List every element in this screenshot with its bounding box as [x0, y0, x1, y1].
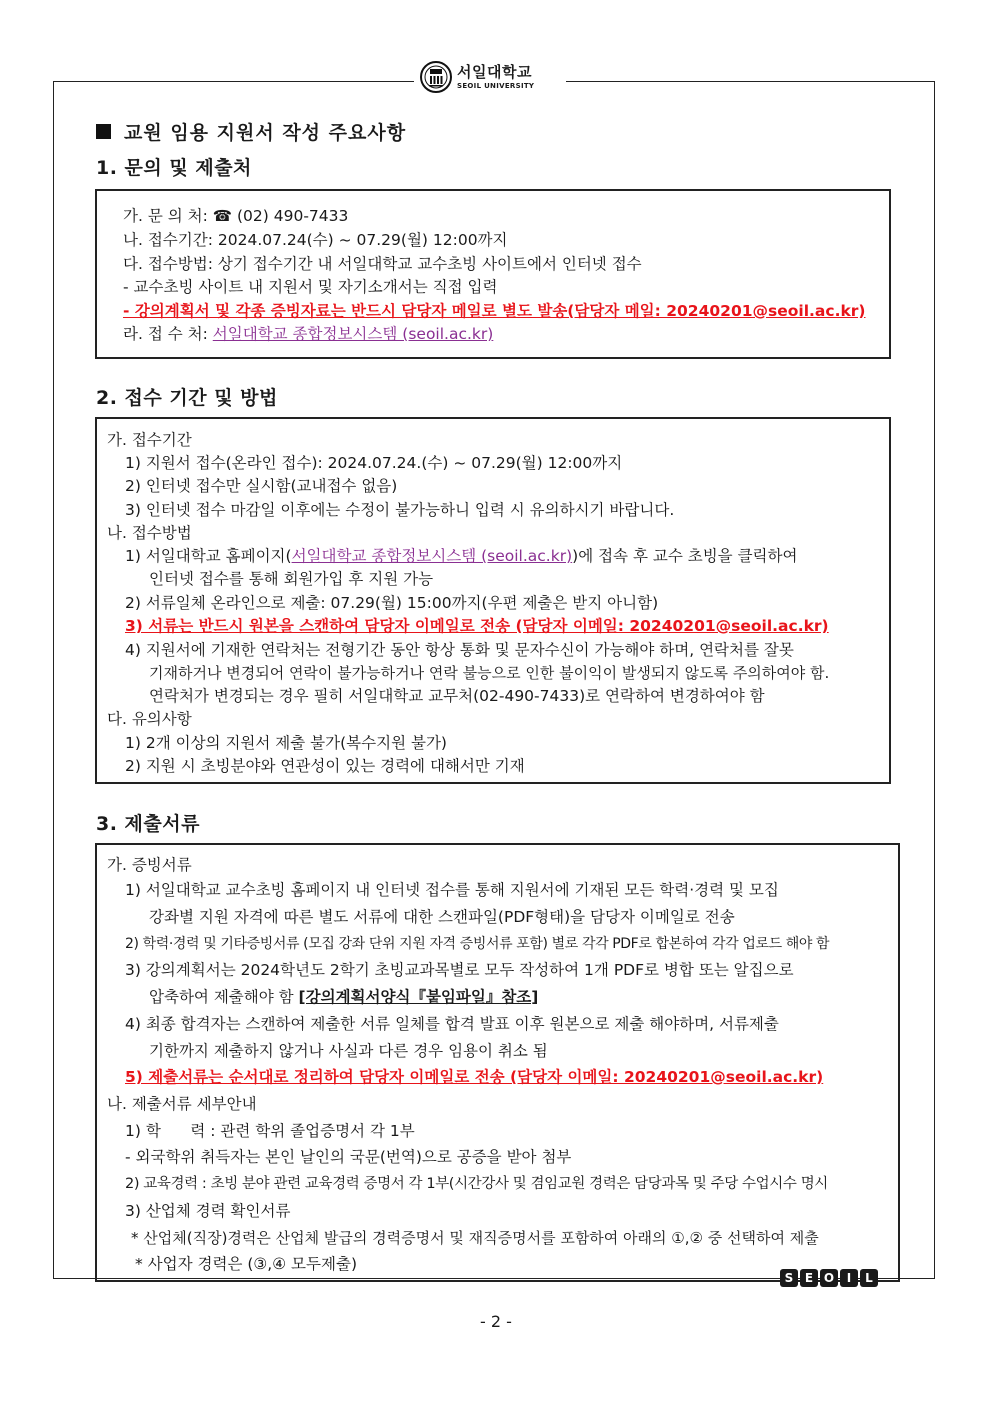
- badge-letter-e: E: [800, 1269, 818, 1287]
- s2-a1: 1) 지원서 접수(온라인 접수): 2024.07.24.(수) ~ 07.29(월) 12:00까지: [125, 454, 623, 472]
- s3-b2: 2) 교육경력 : 초빙 분야 관련 교육경력 증명서 각 1부(시간강사 및 겸임교원 경력은 담당과목 및 주당 수업시수 명시: [125, 1176, 828, 1192]
- s2-b-title: 나. 접수방법: [107, 524, 192, 542]
- s2-b4-cont2: 연락처가 변경되는 경우 필히 서일대학교 교무처(02-490-7433)로 연락하여 변경하여야 함: [149, 687, 765, 705]
- page-number: - 2 -: [480, 1312, 512, 1331]
- syllabus-template-reference: [강의계획서양식『붙임파일』참조]: [298, 988, 539, 1006]
- s1-contact-label: 가. 문 의 처:: [123, 207, 213, 225]
- s1-method-sub2-red: - 강의계획서 및 각종 증빙자료는 반드시 담당자 메일로 별도 발송(담당자 메일: 20240201@seoil.ac.kr): [123, 302, 866, 320]
- s2-a3: 3) 인터넷 접수 마감일 이후에는 수정이 불가능하니 입력 시 유의하시기 바랍니다.: [125, 501, 675, 519]
- s1-contact-number: (02) 490-7433: [232, 207, 349, 225]
- s3-b1: 1) 학 력 : 관련 학위 졸업증명서 각 1부: [125, 1122, 415, 1140]
- s3-a1: 1) 서일대학교 교수초빙 홈페이지 내 인터넷 접수를 통해 지원서에 기재된 모든 학력·경력 및 모집: [125, 881, 779, 899]
- s2-b4: 4) 지원서에 기재한 연락처는 전형기간 동안 항상 통화 및 문자수신이 가능해야 하며, 연락처를 잘못: [125, 641, 794, 659]
- seoil-portal-link-2[interactable]: 서일대학교 종합정보시스템 (seoil.ac.kr): [291, 547, 573, 565]
- s3-a3-cont-text: 압축하여 제출해야 함: [149, 988, 299, 1006]
- s3-a4: 4) 최종 합격자는 스캔하여 제출한 서류 일체를 합격 발표 이후 원본으로 제출 해야하며, 서류제출: [125, 1015, 779, 1033]
- s1-period-line: 나. 접수기간: 2024.07.24(수) ~ 07.29(월) 12:00까지: [123, 231, 508, 249]
- s1-method-sub1: - 교수초빙 사이트 내 지원서 및 자기소개서는 직접 입력: [123, 278, 498, 296]
- section3-heading: 3. 제출서류: [96, 813, 200, 835]
- frame-left-line: [53, 81, 54, 1279]
- s2-b4-cont1: 기재하거나 변경되어 연락이 불가능하거나 연락 불능으로 인한 불이익이 발생되지 않도록 주의하여야 함.: [149, 664, 830, 682]
- phone-icon: ☎: [212, 207, 233, 225]
- s2-c-title: 다. 유의사항: [107, 710, 192, 728]
- s2-b2: 2) 서류일체 온라인으로 제출: 07.29(월) 15:00까지(우편 제출은 받지 아니함): [125, 594, 659, 612]
- s3-a4-cont: 기한까지 제출하지 않거나 사실과 다른 경우 임용이 취소 됨: [149, 1042, 548, 1060]
- section1-heading: 1. 문의 및 제출처: [96, 157, 252, 179]
- seoil-portal-link[interactable]: 서일대학교 종합정보시스템 (seoil.ac.kr): [212, 325, 494, 343]
- s2-b1-suffix: )에 접속 후 교수 초빙을 클릭하여: [572, 547, 798, 565]
- s2-b1-cont: 인터넷 접수를 통해 회원가입 후 지원 가능: [149, 570, 434, 588]
- s1-destination-line: [123, 323, 493, 345]
- s3-b1-sub: - 외국학위 취득자는 본인 날인의 국문(번역)으로 공증을 받아 첨부: [125, 1148, 572, 1166]
- badge-letter-l: L: [860, 1269, 878, 1287]
- s3-a1-cont: 강좌별 지원 자격에 따른 별도 서류에 대한 스캔파일(PDF형태)을 담당자 이메일로 전송: [149, 908, 735, 926]
- s3-b3-sub2: * 사업자 경력은 (③,④ 모두제출): [135, 1255, 358, 1273]
- s1-method-line: 다. 접수방법: 상기 접수기간 내 서일대학교 교수초빙 사이트에서 인터넷 접수: [123, 255, 642, 273]
- university-seal-icon: [420, 61, 452, 93]
- university-logo: [414, 58, 566, 96]
- logo-english-name: SEOIL UNIVERSITY: [457, 81, 535, 90]
- badge-letter-s: S: [780, 1269, 798, 1287]
- s2-b1: [125, 545, 797, 567]
- s3-b-title: 나. 제출서류 세부안내: [107, 1095, 257, 1113]
- s1-destination-label: 라. 접 수 처:: [123, 325, 213, 343]
- s2-c1: 1) 2개 이상의 지원서 제출 불가(복수지원 불가): [125, 734, 447, 752]
- s3-a5-red: 5) 제출서류는 순서대로 정리하여 담당자 이메일로 전송 (담당자 이메일: 20240201@seoil.ac.kr): [125, 1068, 824, 1086]
- section2-box: [95, 417, 891, 784]
- section3-box: [95, 843, 900, 1282]
- s2-b3-red: 3) 서류는 반드시 원본을 스캔하여 담당자 이메일로 전송 (담당자 이메일: 20240201@seoil.ac.kr): [125, 617, 829, 635]
- s2-c2: 2) 지원 시 초빙분야와 연관성이 있는 경력에 대해서만 기재: [125, 757, 525, 775]
- section2-heading: 2. 접수 기간 및 방법: [96, 387, 278, 409]
- s3-b3: 3) 산업체 경력 확인서류: [125, 1202, 291, 1220]
- s1-contact-line: [123, 205, 348, 227]
- logo-korean-name: 서일대학교: [457, 62, 532, 81]
- s2-a-title: 가. 접수기간: [107, 431, 192, 449]
- s2-b1-prefix: 1) 서일대학교 홈페이지(: [125, 547, 292, 565]
- badge-letter-i: I: [840, 1269, 858, 1287]
- s2-a2: 2) 인터넷 접수만 실시함(교내접수 없음): [125, 477, 398, 495]
- frame-right-line: [934, 81, 935, 1279]
- badge-letter-o: O: [820, 1269, 838, 1287]
- seoil-footer-badge: [780, 1269, 878, 1287]
- s3-a3-cont: [149, 986, 538, 1008]
- document-title: [96, 118, 406, 145]
- section1-box: [95, 189, 891, 359]
- document-title-text: 교원 임용 지원서 작성 주요사항: [124, 122, 407, 144]
- s3-a2: 2) 학력·경력 및 기타증빙서류 (모집 강좌 단위 지원 자격 증빙서류 포함) 별로 각각 PDF로 합본하여 각각 업로드 해야 함: [125, 936, 830, 952]
- black-square-bullet-icon: [96, 124, 111, 139]
- s3-a3: 3) 강의계획서는 2024학년도 2학기 초빙교과목별로 모두 작성하여 1개 PDF로 병합 또는 알집으로: [125, 961, 794, 979]
- s3-a-title: 가. 증빙서류: [107, 856, 192, 874]
- s3-b3-sub1: * 산업체(직장)경력은 산업체 발급의 경력증명서 및 재직증명서를 포함하여 아래의 ①,② 중 선택하여 제출: [131, 1229, 819, 1247]
